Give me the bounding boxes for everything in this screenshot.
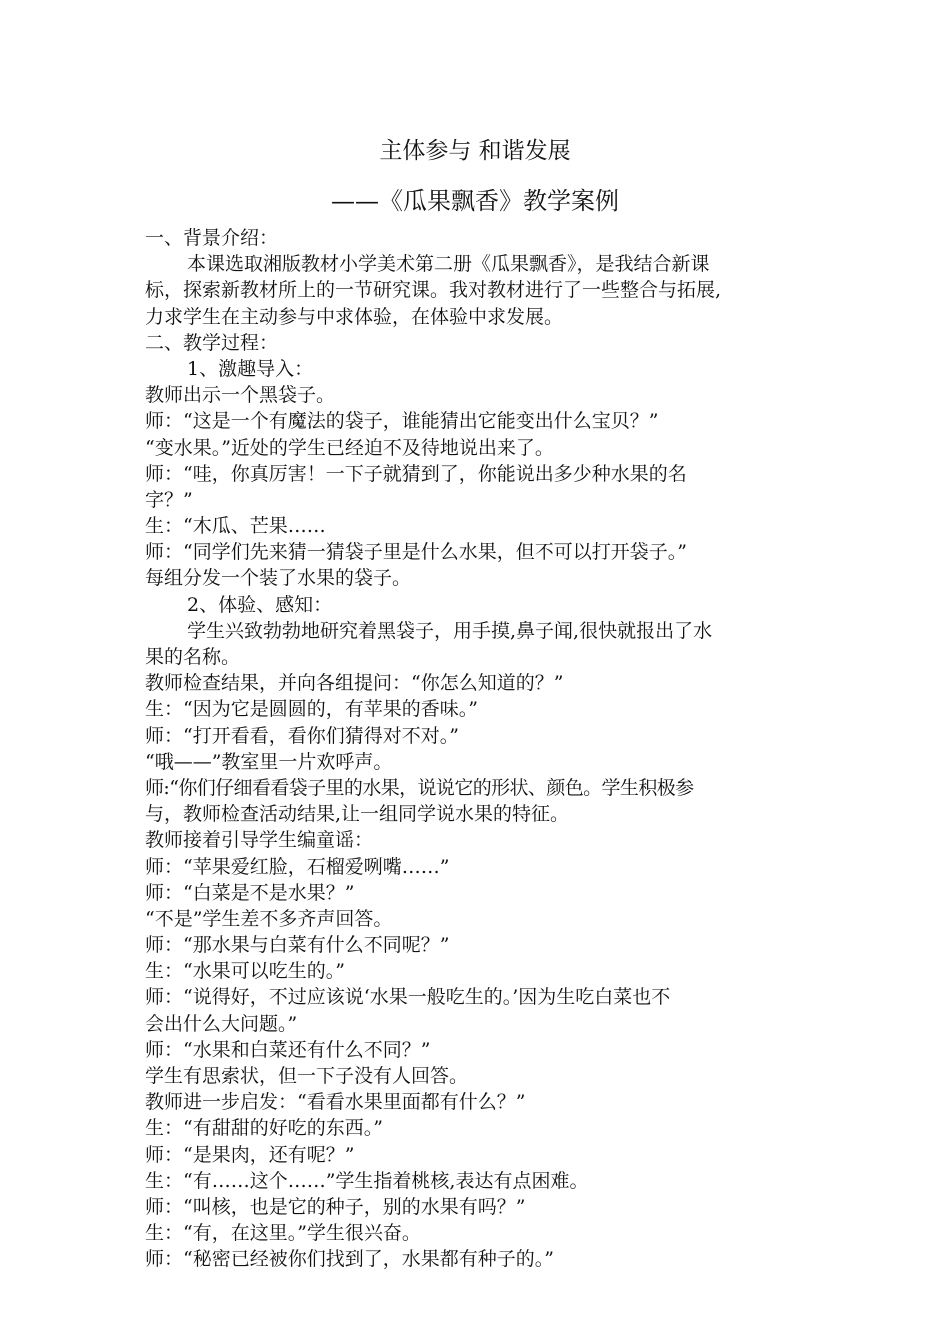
document-body [145,225,810,1273]
text-line: 会出什么大问题。” [145,1012,298,1035]
text-line: 师：“哇，你真厉害！一下子就猜到了，你能说出多少种水果的名 [145,462,687,485]
text-line: 教师进一步启发：“看看水果里面都有什么？” [145,1091,526,1114]
text-line: 2、体验、感知： [187,593,333,616]
text-line: 师：“秘密已经被你们找到了，水果都有种子的。” [145,1248,554,1271]
text-line: 师：“同学们先来猜一猜袋子里是什么水果，但不可以打开袋子。” [145,541,687,564]
text-line: 果的名称。 [145,646,241,668]
text-line: 师：“是果肉，还有呢？” [145,1143,355,1166]
text-line: 标，探索新教材所上的一节研究课。我对教材进行了一些整合与拓展, [145,279,722,302]
text-line: 教师检查结果，并向各组提问：“你怎么知道的？” [145,672,564,695]
text-line: 力求学生在主动参与中求体验，在体验中求发展。 [145,305,564,328]
document-subtitle: ——《瓜果飘香》教学案例 [331,187,619,215]
text-line: 教师接着引导学生编童谣： [145,829,374,852]
text-line: 师：“叫核，也是它的种子，别的水果有吗？” [145,1195,526,1218]
text-line: 一、背景介绍： [145,227,279,249]
text-line: “不是”学生差不多齐声回答。 [145,907,393,930]
text-line: 与，教师检查活动结果,让一组同学说水果的特征。 [145,803,570,826]
text-line: 1、激趣导入： [187,357,314,380]
text-line: 生：“有……这个……”学生指着桃核,表达有点困难。 [145,1169,589,1192]
text-line: 本课选取湘版教材小学美术第二册《瓜果飘香》，是我结合新课 [187,253,710,276]
text-line: 教师出示一个黑袋子。 [145,384,336,407]
text-line: 学生兴致勃勃地研究着黑袋子，用手摸,鼻子闻,很快就报出了水 [187,619,713,642]
text-line: 生：“木瓜、芒果…… [145,515,326,538]
text-line: 师：“说得好，不过应该说‘水果一般吃生的。’因为生吃白菜也不 [145,986,671,1009]
text-line: 二、教学过程： [145,331,279,354]
text-line: 师:“你们仔细看看袋子里的水果，说说它的形状、颜色。学生积极参 [145,776,694,799]
text-line: 生：“因为它是圆圆的，有苹果的香味。” [145,698,478,721]
text-line: 师：“苹果爱红脸，石榴爱咧嘴……” [145,855,450,878]
text-line: “变水果。”近处的学生已经迫不及待地说出来了。 [145,436,554,459]
text-line: 师：“白菜是不是水果？” [145,881,355,904]
text-line: 生：“有，在这里。”学生很兴奋。 [145,1222,421,1245]
text-line: 生：“水果可以吃生的。” [145,960,345,983]
text-line: 师：“这是一个有魔法的袋子，谁能猜出它能变出什么宝贝？” [145,410,659,433]
text-line: 每组分发一个装了水果的袋子。 [145,567,412,590]
text-line: 师：“打开看看，看你们猜得对不对。” [145,724,459,747]
document-title: 主体参与 和谐发展 [379,138,571,164]
text-line: 师：“水果和白菜还有什么不同？” [145,1038,431,1061]
text-line: 生：“有甜甜的好吃的东西。” [145,1117,383,1140]
text-line: 字？” [145,488,193,511]
text-line: 师：“那水果与白菜有什么不同呢？” [145,934,450,957]
text-line: “哦——”教室里一片欢呼声。 [145,750,393,773]
text-line: 学生有思索状，但一下子没有人回答。 [145,1065,469,1087]
